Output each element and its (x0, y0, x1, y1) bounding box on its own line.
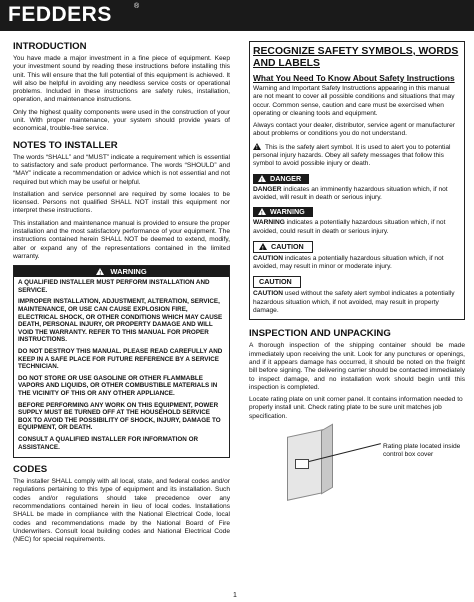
danger-word: DANGER (253, 185, 282, 193)
notes-paragraph-1: The words “SHALL” and “MUST” indicate a requirement which is essential to satisfactory and safe product performance. The words “SHOULD” and “MAY” indicate a recommendation or advice which is not essential and not required but which may be useful or helpful. (13, 153, 230, 186)
safety-box-title: RECOGNIZE SAFETY SYMBOLS, WORDS AND LABELS (253, 46, 459, 69)
codes-heading: CODES (13, 464, 48, 476)
alert-triangle-icon: ! (258, 208, 266, 215)
caution-label-no-symbol (253, 276, 301, 288)
inspection-paragraph-2: Locate rating plate on unit corner panel. It contains information needed to properly install unit. Check rating plate to be sure unit matches job specification. (249, 396, 463, 420)
warning-label-text: WARNING (270, 207, 305, 217)
codes-paragraph: The installer SHALL comply with all local, state, and federal codes and/or regulations pertaining to this type of equipment and its installation. Such codes and/or regulations should take precedence over any recommendations contained herein in lieu of local codes. Installations SHALL be made in compliance with the National Electrical Code, local codes and recommendations made by the National Board of Fire Underwriters. Consult local building codes and National Electrical Code (NEC) for special requirements. (13, 478, 230, 544)
caution-text: indicates a potentially hazardous situation which, if not avoided, may result in minor or moderate injury. (253, 254, 444, 271)
safety-paragraph-1: Warning and Important Safety Instructions appearing in this manual are not meant to cover all possible conditions and situations that may occur. Common sense, caution and care must be exercised when operating or cleaning tools and equipment. (253, 85, 455, 117)
notes-paragraph-2: Installation and service personnel are required by some locales to be licensed. Persons not qualified SHALL NOT install this equipment nor interpret these instructions. (13, 190, 230, 215)
warning-description (253, 219, 460, 236)
alert-symbol-text: This is the safety alert symbol. It is used to alert you to potential personal injury hazards. Obey all safety messages that follow this symbol to avoid possible injury or death. (253, 143, 451, 168)
danger-label-text: DANGER (270, 173, 302, 183)
safety-box-subtitle: What You Need To Know About Safety Instructions (253, 73, 455, 83)
caution-word: CAUTION (253, 254, 284, 262)
caution-label-text: CAUTION (259, 277, 292, 287)
figure-caption: Rating plate located inside control box cover (383, 443, 461, 459)
notes-paragraph-3: This installation and maintenance manual is provided to ensure the proper installation and the most satisfactory performance of your equipment. The instructions contained herein SHALL NOT be deemed to extend, modify, alter or expand any of the representations contained in the limited warranty. (13, 219, 230, 260)
caution-label-with-symbol (253, 241, 313, 253)
inspection-heading: INSPECTION AND UNPACKING (249, 328, 391, 340)
warning-item: A QUALIFIED INSTALLER MUST PERFORM INSTALLATION AND SERVICE. (18, 279, 210, 294)
warning-word: WARNING (253, 219, 285, 227)
warning-item: BEFORE PERFORMING ANY WORK ON THIS EQUIPMENT, POWER SUPPLY MUST BE TURNED OFF AT THE HOUSEHOLD SERVICE BOX TO AVOID THE POSSIBILITY OF SHOCK, INJURY, DAMAGE TO EQUIPMENT, OR DEATH. (18, 401, 221, 432)
caution-no-symbol-text: used without the safety alert symbol indicates a potentially hazardous situation which, if not avoided, may result in property damage. (253, 290, 455, 315)
header-bar (0, 0, 474, 31)
danger-label (253, 174, 309, 184)
rating-plate-figure (249, 425, 465, 515)
warning-item: CONSULT A QUALIFIED INSTALLER FOR INFORMATION OR ASSISTANCE. (18, 435, 199, 451)
warning-label (253, 207, 313, 217)
notes-heading: NOTES TO INSTALLER (13, 139, 118, 151)
danger-text: indicates an imminently hazardous situation which, if not avoided, will result in death or serious injury. (253, 185, 448, 201)
alert-triangle-icon: ! (259, 243, 267, 250)
alert-symbol-paragraph (253, 143, 460, 169)
registered-mark: ® (134, 3, 140, 10)
right-column (249, 41, 465, 515)
caution-no-symbol-description (253, 290, 460, 315)
safety-paragraph-2: Always contact your dealer, distributor, service agent or manufacturer about problems or conditions you do not understand. (253, 122, 455, 138)
introduction-paragraph-1: You have made a major investment in a fine piece of equipment. Keep your investment sound by reading these instructions before installing this unit. This will ensure that the full potential of this equipment is achieved. It will also be helpful in avoiding any needless service costs or operational problems. Included in these instructions are safety rules, installation, operation, and maintenance instructions. (13, 55, 230, 104)
danger-description (253, 186, 460, 203)
introduction-heading: INTRODUCTION (13, 41, 87, 52)
brand-logo: FEDDERS (8, 3, 112, 26)
caution-label-text: CAUTION (271, 241, 304, 251)
rating-plate-illustration (295, 459, 309, 469)
caution-word: CAUTION (253, 290, 284, 298)
safety-alert-icon: ! (253, 143, 261, 150)
warning-item: IMPROPER INSTALLATION, ADJUSTMENT, ALTERATION, SERVICE, MAINTENANCE, OR USE CAN CAUSE EXPLOSION FIRE, ELECTRICAL SHOCK, OR OTHER CONDITIONS WHICH MAY CAUSE DEATH, PERSONAL INJURY, OR PROPERTY DAMAGE AND WILL VOID THE WARRANTY. REFER TO THIS MANUAL FOR PROPER INSTRUCTIONS. (18, 298, 223, 344)
warning-banner (14, 266, 229, 277)
introduction-paragraph-2: Only the highest quality components were used in the construction of your unit. With proper maintenance, your system should provide years of economical, trouble-free service. (13, 108, 230, 133)
warning-banner-label: WARNING (110, 267, 147, 277)
unit-side-illustration (321, 424, 333, 495)
inspection-paragraph-1: A thorough inspection of the shipping container should be made immediately upon receiving the unit. Look for any punctures or openings, and if it appears damage has occurred, it should be noted on the freight bill before signing. The delivering carrier should be contacted immediately to inspect damage, and no installation work should begin until this inspection is completed. (249, 342, 465, 391)
warning-box (13, 265, 230, 458)
page-number: 1 (233, 592, 237, 599)
alert-triangle-icon: ! (258, 175, 266, 182)
warning-item: DO NOT STORE OR USE GASOLINE OR OTHER FLAMMABLE VAPORS AND LIQUIDS, OR OTHER COMBUSTIBLE MATERIALS IN THE VICINITY OF THIS OR ANY OTHER APPLIANCE. (18, 374, 218, 397)
warning-item: DO NOT DESTROY THIS MANUAL. PLEASE READ CAREFULLY AND KEEP IN A SAFE PLACE FOR FUTURE REFERENCE BY A SERVICE TECHNICIAN. (18, 347, 223, 371)
warning-body (14, 277, 229, 451)
left-column (13, 41, 230, 548)
warning-text: indicates a potentially hazardous situation which, if not avoided, could result in death or serious injury. (253, 219, 446, 235)
caution-description (253, 255, 460, 272)
alert-triangle-icon: ! (96, 268, 104, 275)
safety-symbols-box (249, 41, 465, 320)
